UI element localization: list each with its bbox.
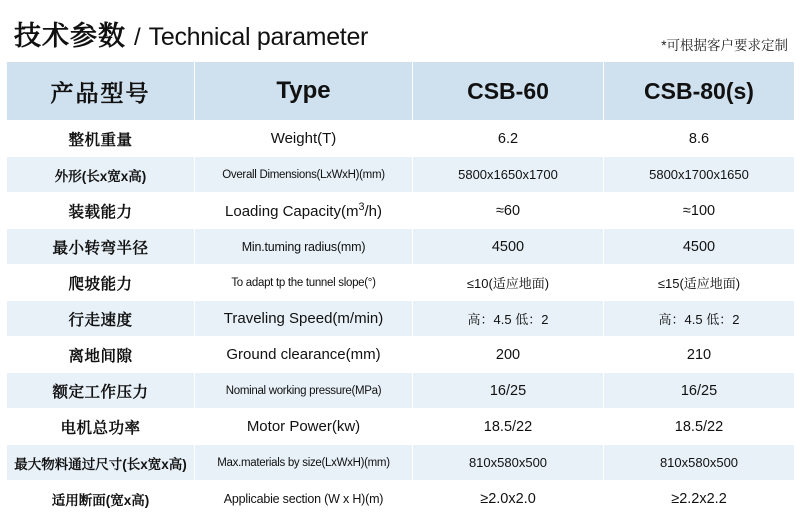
cell-value-csb60: 16/25 [413,373,604,409]
cell-value-csb80s: 810x580x500 [604,445,795,481]
cell-parameter-cn: 外形(长x宽x高) [7,157,195,193]
cell-parameter-cn: 整机重量 [7,121,195,157]
table-row [7,229,795,265]
column-header-model-cn: 产品型号 [7,62,195,121]
cell-value-csb80s: 8.6 [604,121,795,157]
cell-parameter-en-prefix: Loading Capacity(m [225,203,359,220]
table-row [7,301,795,337]
cell-parameter-en [195,193,413,229]
table-row [7,193,795,229]
table-row [7,121,795,157]
table-row [7,409,795,445]
cell-parameter-cn: 离地间隙 [7,337,195,373]
cell-parameter-cn: 爬坡能力 [7,265,195,301]
cell-parameter-cn: 额定工作压力 [7,373,195,409]
cell-parameter-cn: 最大物料通过尺寸(长x宽x高) [7,445,195,481]
cell-parameter-en-suffix: /h) [364,203,382,220]
cell-value-csb60: ≤10(适应地面) [413,265,604,301]
page-title-cn: 技术参数 [14,21,126,51]
cell-value-csb60: 4500 [413,229,604,265]
cell-parameter-cn: 电机总功率 [7,409,195,445]
page-title-separator: / [134,24,141,51]
table-row [7,373,795,409]
cell-parameter-en: Weight(T) [195,121,413,157]
cell-value-csb60: 810x580x500 [413,445,604,481]
cell-parameter-en: To adapt tp the tunnel slope(°) [195,265,413,301]
cell-parameter-cn: 行走速度 [7,301,195,337]
cell-parameter-en: Max.materials by size(LxWxH)(mm) [195,445,413,481]
table-row [7,445,795,481]
table-row [7,337,795,373]
technical-parameter-table [6,62,795,517]
cell-parameter-en: Motor Power(kw) [195,409,413,445]
cell-parameter-en: Nominal working pressure(MPa) [195,373,413,409]
cell-value-csb60: 5800x1650x1700 [413,157,604,193]
cell-value-csb60: 高：4.5 低：2 [413,301,604,337]
cell-value-csb80s: 16/25 [604,373,795,409]
cell-parameter-cn: 最小转弯半径 [7,229,195,265]
column-header-csb80s: CSB-80(s) [604,62,795,121]
cell-value-csb80s: ≥2.2x2.2 [604,481,795,517]
cell-parameter-cn: 适用断面(宽x高) [7,481,195,517]
page-header [0,0,800,62]
cell-parameter-en-superscript: 3 [358,201,365,213]
cell-value-csb60: ≥2.0x2.0 [413,481,604,517]
cell-value-csb80s: ≤15(适应地面) [604,265,795,301]
table-row [7,157,795,193]
cell-parameter-cn: 装载能力 [7,193,195,229]
cell-value-csb80s: ≈100 [604,193,795,229]
column-header-csb60: CSB-60 [413,62,604,121]
table-body [7,121,795,517]
cell-value-csb60: 6.2 [413,121,604,157]
cell-parameter-en: Traveling Speed(m/min) [195,301,413,337]
customization-note: *可根据客户要求定制 [661,38,788,53]
table-row [7,265,795,301]
column-header-type-en: Type [195,62,413,121]
table-header [7,62,795,121]
cell-parameter-en: Applicabie section (W x H)(m) [195,481,413,517]
cell-parameter-en: Overall Dimensions(LxWxH)(mm) [195,157,413,193]
cell-value-csb60: 200 [413,337,604,373]
cell-value-csb80s: 4500 [604,229,795,265]
cell-parameter-en: Ground clearance(mm) [195,337,413,373]
cell-value-csb60: ≈60 [413,193,604,229]
cell-value-csb80s: 18.5/22 [604,409,795,445]
cell-value-csb80s: 高：4.5 低：2 [604,301,795,337]
page-title-en: Technical parameter [148,23,369,51]
cell-parameter-en: Min.tuming radius(mm) [195,229,413,265]
table-header-row [7,62,795,121]
cell-value-csb60: 18.5/22 [413,409,604,445]
cell-value-csb80s: 210 [604,337,795,373]
cell-value-csb80s: 5800x1700x1650 [604,157,795,193]
